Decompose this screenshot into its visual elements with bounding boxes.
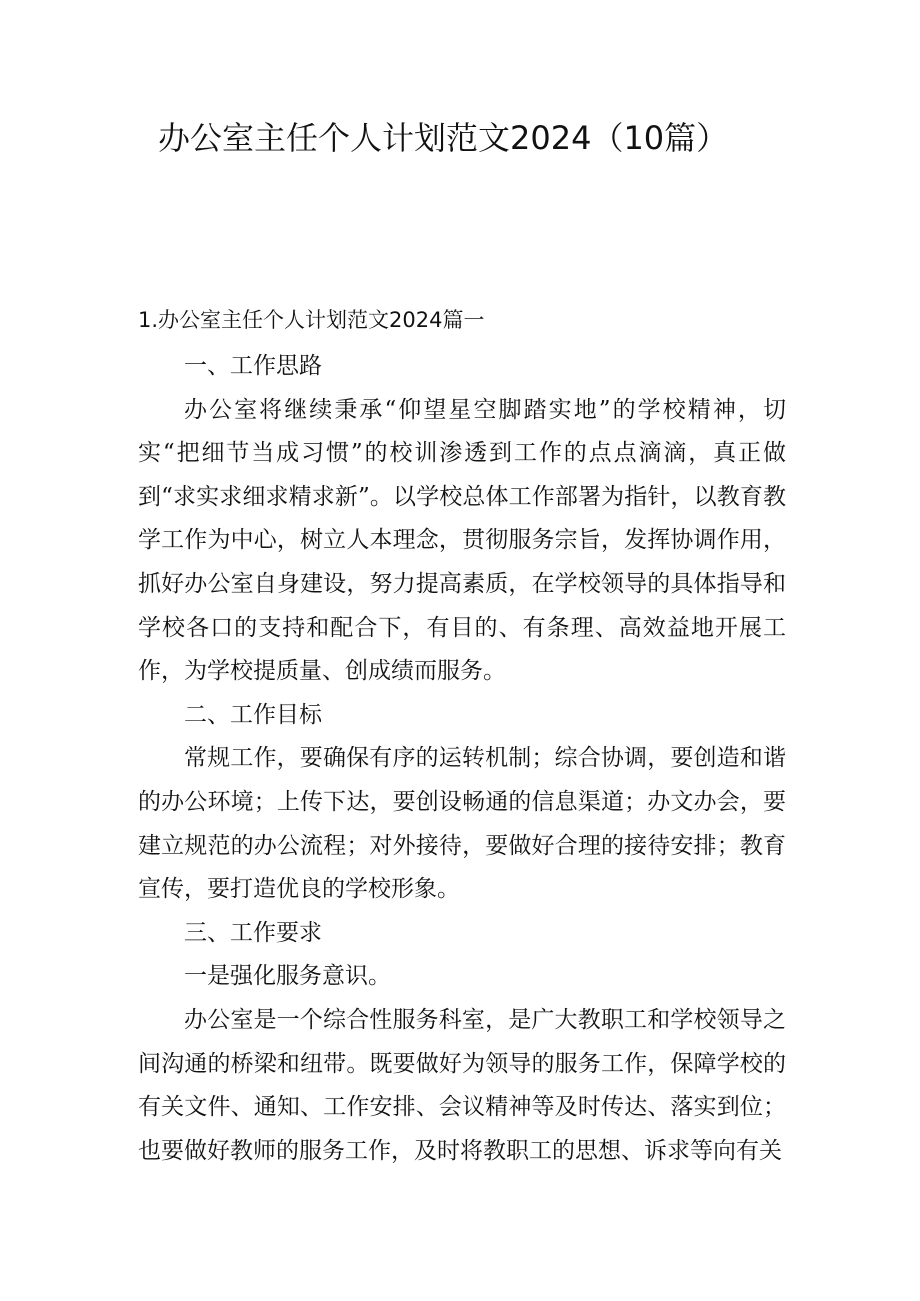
subheading-work-goals: 二、工作目标	[184, 701, 322, 728]
subheading-work-requirements: 三、工作要求	[184, 919, 322, 946]
subheading-work-approach: 一、工作思路	[184, 353, 322, 379]
subheading-service-awareness: 一是强化服务意识。	[184, 963, 391, 990]
section-title: 1.办公室主任个人计划范文2024篇一	[138, 308, 485, 332]
paragraph-work-approach: 办公室将继续秉承“仰望星空脚踏实地”的学校精神，切实“把细节当成习惯”的校训渗透到工作的点点滴滴，真正做到“求实求细求精求新”。以学校总体工作部署为指针，以教育教学工作为中心，树立人本理念，贯彻服务宗旨，发挥协调作用，抓好办公室自身建设，努力提高素质，在学校领导的具体指导和学校各口的支持和配合下，有目的、有条理、高效益地开展工作，为学校提质量、创成绩而服务。	[138, 396, 786, 685]
document-body	[138, 345, 786, 1173]
paragraph-work-goals: 常规工作，要确保有序的运转机制；综合协调，要创造和谐的办公环境；上传下达，要创设畅通的信息渠道；办文办会，要建立规范的办公流程；对外接待，要做好合理的接待安排；教育宣传，要打造优良的学校形象。	[138, 745, 786, 903]
document-title: 办公室主任个人计划范文2024（10篇）	[158, 119, 729, 157]
paragraph-service-awareness: 办公室是一个综合性服务科室，是广大教职工和学校领导之间沟通的桥梁和纽带。既要做好为领导的服务工作，保障学校的有关文件、通知、工作安排、会议精神等及时传达、落实到位；也要做好教师的服务工作，及时将教职工的思想、诉求等向有关	[138, 1006, 786, 1164]
